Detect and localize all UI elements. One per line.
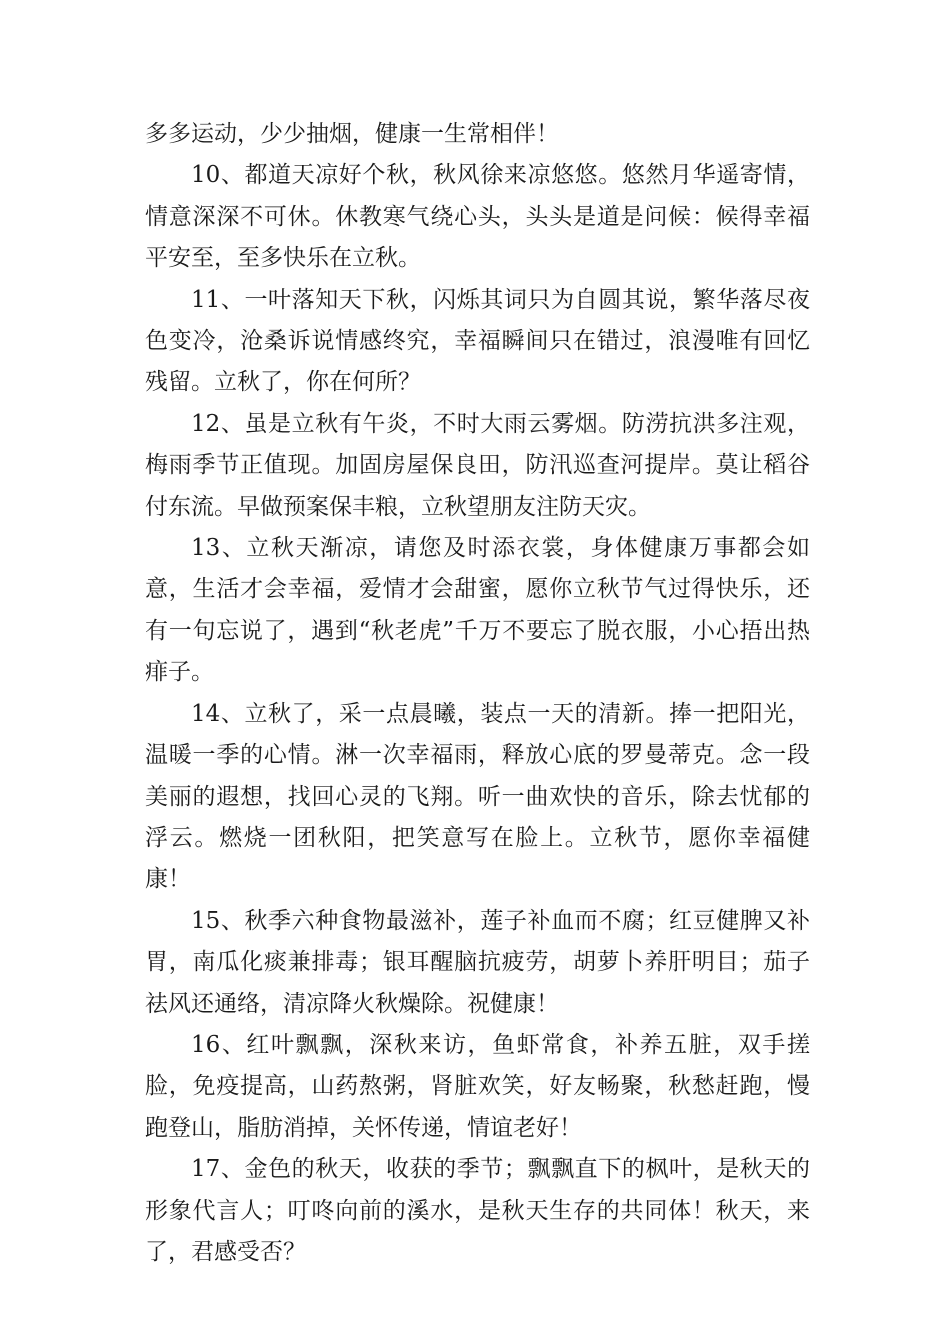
paragraph-item-16: 16、红叶飘飘，深秋来访，鱼虾常食，补养五脏，双手搓脸，免疫提高，山药熬粥，肾脏欢笑，好友畅聚，秋愁赶跑，慢跑登山，脂肪消掉，关怀传递，情谊老好！ bbox=[145, 1031, 810, 1141]
paragraph-item-10: 10、都道天凉好个秋，秋风徐来凉悠悠。悠然月华遥寄情，情意深深不可休。休教寒气绕心头，头头是道是问候：候得幸福平安至，至多快乐在立秋。 bbox=[145, 162, 810, 272]
paragraph-item-17: 17、金色的秋天，收获的季节；飘飘直下的枫叶，是秋天的形象代言人；叮咚向前的溪水，是秋天生存的共同体！秋天，来了，君感受否？ bbox=[145, 1156, 810, 1265]
paragraph-item-12: 12、虽是立秋有午炎，不时大雨云雾烟。防涝抗洪多注观，梅雨季节正值现。加固房屋保良田，防汛巡查河提岸。莫让稻谷付东流。早做预案保丰粮，立秋望朋友注防天灾。 bbox=[145, 410, 810, 520]
paragraph-item-11: 11、一叶落知天下秋，闪烁其词只为自圆其说，繁华落尽夜色变冷，沧桑诉说情感终究，幸福瞬间只在错过，浪漫唯有回忆残留。立秋了，你在何所？ bbox=[145, 286, 810, 396]
paragraph-item-13: 13、立秋天渐凉，请您及时添衣裳，身体健康万事都会如意，生活才会幸福，爱情才会甜蜜，愿你立秋节气过得快乐，还有一句忘说了，遇到“秋老虎”千万不要忘了脱衣服，小心捂出热痱子。 bbox=[145, 535, 810, 686]
paragraph-continuation: 多多运动，少少抽烟，健康一生常相伴！ bbox=[145, 121, 559, 147]
paragraph-item-14: 14、立秋了，采一点晨曦，装点一天的清新。捧一把阳光，温暖一季的心情。淋一次幸福雨，释放心底的罗曼蒂克。念一段美丽的遐想，找回心灵的飞翔。听一曲欢快的音乐，除去忧郁的浮云。燃烧一团秋阳，把笑意写在脸上。立秋节，愿你幸福健康！ bbox=[145, 700, 810, 893]
document-body bbox=[145, 114, 810, 1273]
paragraph-item-15: 15、秋季六种食物最滋补，莲子补血而不腐；红豆健脾又补胃，南瓜化痰兼排毒；银耳醒脑抗疲劳，胡萝卜养肝明目；茄子祛风还通络，清凉降火秋燥除。祝健康！ bbox=[145, 907, 810, 1017]
